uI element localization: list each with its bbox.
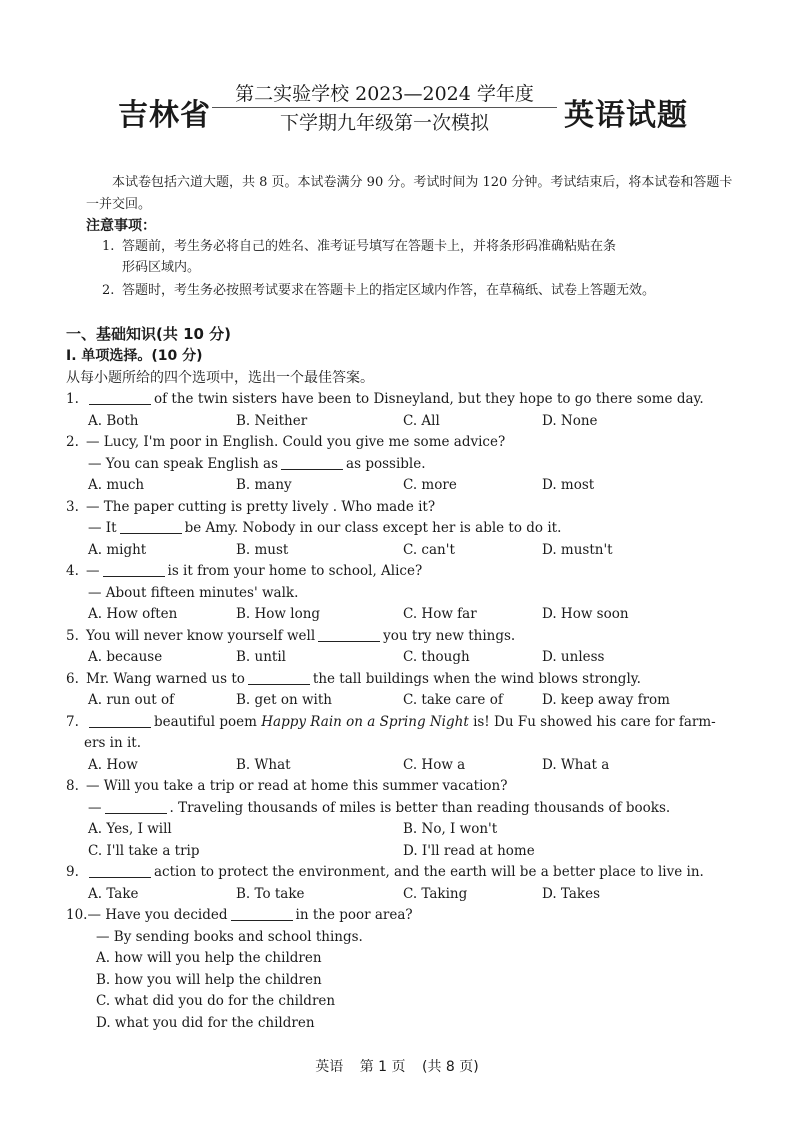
- question-number: 7.: [66, 713, 79, 730]
- option: C. All: [403, 412, 440, 429]
- question-text: — Have you decided: [87, 907, 228, 923]
- option: D. mustn't: [542, 541, 613, 558]
- question-number: 4.: [66, 563, 79, 579]
- question-number: 5.: [66, 627, 79, 644]
- question-options: [66, 475, 734, 497]
- option: D. most: [542, 477, 595, 493]
- notice-num: 1.: [102, 239, 115, 254]
- poem-title: Happy Rain on a Spring Night: [261, 713, 469, 730]
- question-options: [66, 884, 734, 906]
- question-text: You will never know yourself well: [86, 627, 316, 644]
- question-text: you try new things.: [383, 627, 516, 644]
- option: B. must: [236, 541, 289, 558]
- option: A. Both: [88, 412, 139, 429]
- answer-blank: [89, 863, 151, 878]
- title-school-line: 第二实验学校 2023—2024 学年度: [212, 82, 557, 108]
- question-text: is it from your home to school, Alice?: [167, 563, 423, 579]
- option: D. Takes: [542, 885, 601, 902]
- option: A. much: [88, 477, 145, 493]
- option: B. To take: [236, 885, 305, 902]
- question-text: Mr. Wang warned us to: [86, 670, 245, 687]
- title-block: [0, 82, 794, 132]
- question-options: [66, 540, 734, 562]
- question-stem: [66, 561, 734, 583]
- option: C. what did you do for the children: [96, 993, 336, 1009]
- answer-blank: [89, 390, 151, 405]
- option: A. Yes, I will: [88, 821, 172, 837]
- option: C. though: [403, 649, 470, 665]
- option: D. I'll read at home: [403, 842, 535, 859]
- question-line: ers in it.: [84, 735, 141, 751]
- question-number: 3.: [66, 498, 79, 515]
- question-stem: [66, 497, 734, 519]
- option: B. get on with: [236, 692, 332, 708]
- question-number: 10.: [66, 907, 88, 923]
- answer-blank: [248, 670, 310, 685]
- title-subject: 英语试题: [564, 98, 688, 133]
- exam-intro: 本试卷包括六道大题，共 8 页。本试卷满分 90 分。考试时间为 120 分钟。考试结束后，将本试卷和答题卡一并交回。: [86, 175, 733, 212]
- option: D. How soon: [542, 606, 629, 622]
- option: C. take care of: [403, 692, 503, 708]
- question-stem: [66, 776, 734, 798]
- notice-text: 答题前，考生务必将自己的姓名、准考证号填写在答题卡上，并将条形码准确粘贴在条: [122, 239, 617, 254]
- question-stem: [66, 712, 734, 734]
- option: D. keep away from: [542, 692, 670, 708]
- option: B. How long: [236, 606, 321, 622]
- notice-heading: 注意事项：: [86, 218, 156, 234]
- option: A. How often: [88, 606, 178, 622]
- option: D. what you did for the children: [96, 1014, 315, 1031]
- question-text: —: [86, 563, 100, 579]
- question-text: — You can speak English as: [88, 455, 279, 472]
- notice-num: 2.: [102, 283, 115, 298]
- option: A. might: [88, 541, 147, 558]
- option: C. I'll take a trip: [88, 842, 200, 859]
- option: D. What a: [542, 756, 610, 773]
- option: C. can't: [403, 541, 455, 558]
- answer-blank: [89, 713, 151, 728]
- notice-text-cont: 形码区域内。: [122, 260, 201, 275]
- option: A. how will you help the children: [96, 950, 322, 966]
- option: C. How far: [403, 606, 477, 622]
- question-line: [66, 518, 734, 540]
- answer-blank: [103, 562, 165, 577]
- question-stem: [66, 905, 734, 927]
- question-number: 2.: [66, 434, 79, 450]
- answer-blank: [281, 455, 343, 470]
- footer-subject: 英语: [315, 1059, 344, 1075]
- notice-item: [102, 236, 738, 278]
- title-term-line: 下学期九年级第一次模拟: [279, 112, 489, 134]
- question-text: . Traveling thousands of miles is better than reading thousands of books.: [169, 799, 671, 816]
- question-text: — The paper cutting is pretty lively . Who made it?: [86, 498, 436, 515]
- notice-list: [102, 236, 738, 303]
- option: B. how you will help the children: [96, 971, 322, 988]
- question-options: [66, 755, 734, 777]
- question-text: be Amy. Nobody in our class except her is able to do it.: [184, 520, 562, 536]
- answer-blank: [318, 627, 380, 642]
- section-instruction: 从每小题所给的四个选项中，选出一个最佳答案。: [66, 370, 374, 386]
- option: B. What: [236, 756, 291, 773]
- question-text: — It: [88, 520, 117, 536]
- option: C. more: [403, 477, 457, 493]
- question-options: [66, 604, 734, 626]
- option: D. None: [542, 412, 598, 429]
- option: A. Take: [88, 885, 139, 902]
- answer-blank: [120, 519, 182, 534]
- question-line: [66, 454, 734, 476]
- question-stem: [66, 389, 734, 411]
- question-line: [66, 798, 734, 820]
- question-text: is! Du Fu showed his care for farm-: [473, 713, 716, 730]
- question-number: 1.: [66, 391, 79, 407]
- question-line: — About fifteen minutes' walk.: [88, 584, 299, 601]
- option: B. many: [236, 477, 292, 493]
- question-text: —: [88, 799, 102, 816]
- question-stem: [66, 862, 734, 884]
- question-text: — Lucy, I'm poor in English. Could you give me some advice?: [86, 434, 506, 450]
- question-options: [66, 690, 734, 712]
- answer-blank: [231, 906, 293, 921]
- question-options: [66, 819, 734, 841]
- option: D. unless: [542, 649, 605, 665]
- option: A. How: [88, 756, 138, 773]
- question-line: — By sending books and school things.: [96, 928, 363, 945]
- footer-page-number: 第 1 页: [359, 1059, 406, 1075]
- question-number: 9.: [66, 864, 79, 880]
- option: B. No, I won't: [403, 821, 498, 837]
- question-options: [66, 411, 734, 433]
- option: A. run out of: [88, 692, 175, 708]
- question-number: 6.: [66, 670, 79, 687]
- title-province: 吉林省: [118, 98, 211, 133]
- question-text: the tall buildings when the wind blows strongly.: [312, 670, 641, 687]
- question-number: 8.: [66, 778, 79, 794]
- option: B. Neither: [236, 412, 308, 429]
- question-options: [66, 841, 734, 863]
- question-text: as possible.: [346, 455, 426, 472]
- option: A. because: [88, 649, 163, 665]
- answer-blank: [105, 799, 167, 814]
- notice-item: [102, 280, 738, 301]
- section-heading: 一、基础知识(共 10 分): [66, 325, 232, 343]
- notice-text: 答题时，考生务必按照考试要求在答题卡上的指定区域内作答，在草稿纸、试卷上答题无效。: [122, 283, 656, 298]
- option: C. How a: [403, 756, 466, 773]
- title-middle: [212, 82, 557, 135]
- subsection-heading: I. 单项选择。(10 分): [66, 348, 203, 364]
- question-stem: [66, 669, 734, 691]
- page-footer: [0, 1056, 794, 1076]
- question-stem: [66, 432, 734, 454]
- footer-total-pages: (共 8 页): [421, 1059, 479, 1075]
- question-text: in the poor area?: [295, 907, 413, 923]
- question-text: — Will you take a trip or read at home this summer vacation?: [86, 778, 508, 794]
- question-list: [66, 389, 734, 1034]
- question-stem: [66, 626, 734, 648]
- question-text: beautiful poem: [154, 713, 257, 730]
- question-text: of the twin sisters have been to Disneyland, but they hope to go there some day.: [154, 391, 704, 407]
- option: C. Taking: [403, 885, 468, 902]
- option: B. until: [236, 649, 286, 665]
- question-options: [66, 647, 734, 669]
- question-text: action to protect the environment, and the earth will be a better place to live in.: [154, 864, 704, 880]
